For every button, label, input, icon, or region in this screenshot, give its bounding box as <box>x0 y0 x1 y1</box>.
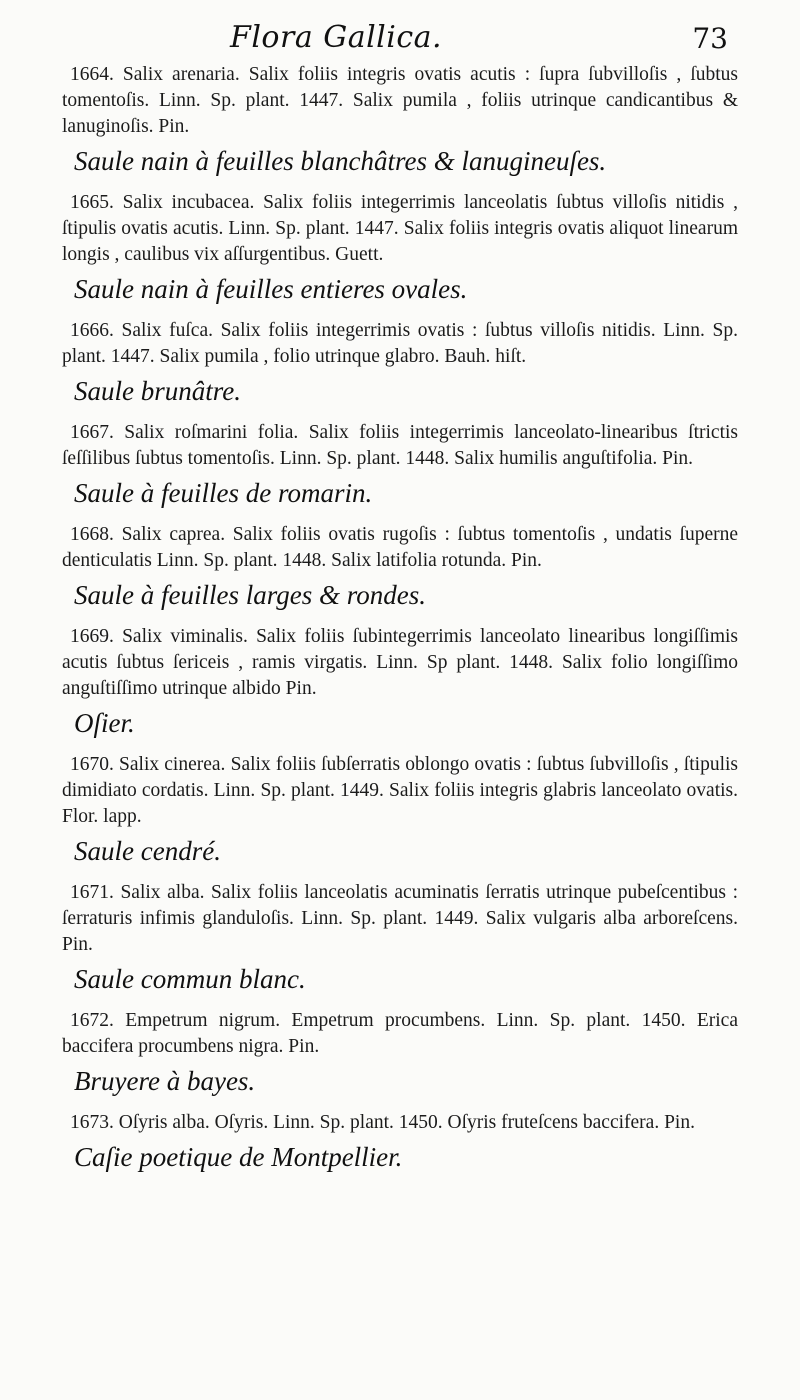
french-name: Saule cendré. <box>74 836 221 866</box>
entry-1667 <box>62 420 738 510</box>
entry-1668 <box>62 522 738 612</box>
latin-description: 1672. Empetrum nigrum. Empetrum procumbens. Linn. Sp. plant. 1450. Erica baccifera procumbens nigra. Pin. <box>62 1010 738 1057</box>
latin-description: 1671. Salix alba. Salix foliis lanceolatis acuminatis ſerratis utrinque pubeſcentibus : ſerraturis infimis glanduloſis. Linn. Sp. plant. 1449. Salix vulgaris alba arboreſcens. Pin. <box>62 882 738 955</box>
french-name: Saule commun blanc. <box>74 964 306 994</box>
page-header <box>0 20 800 60</box>
latin-description: 1669. Salix viminalis. Salix foliis ſubintegerrimis lanceolato linearibus longiſſimis acutis ſubtus ſericeis , ramis virgatis. Linn. Sp plant. 1448. Salix folio longiſſimo anguſtiſſimo utrinque albido Pin. <box>62 626 738 699</box>
entry-1664 <box>62 62 738 178</box>
entry-1672 <box>62 1008 738 1098</box>
latin-description: 1667. Salix roſmarini folia. Salix foliis integerrimis lanceolato-linearibus ſtrictis ſeſſilibus ſubtus tomentoſis. Linn. Sp. plant. 1448. Salix humilis anguſtifolia. Pin. <box>62 422 738 469</box>
entry-1666 <box>62 318 738 408</box>
latin-description: 1670. Salix cinerea. Salix foliis ſubſerratis oblongo ovatis : ſubtus ſubvilloſis , ſtipulis dimidiato cordatis. Linn. Sp. plant. 1449. Salix foliis integris glabris lanceolato ovatis. Flor. lapp. <box>62 754 738 827</box>
french-name: Oſier. <box>74 708 135 738</box>
latin-description: 1673. Oſyris alba. Oſyris. Linn. Sp. plant. 1450. Oſyris fruteſcens baccifera. Pin. <box>70 1112 695 1133</box>
entries-list <box>62 62 738 1186</box>
entry-1673 <box>62 1110 738 1174</box>
entry-1665 <box>62 190 738 306</box>
entry-1670 <box>62 752 738 868</box>
french-name: Saule nain à feuilles blanchâtres & lanugineuſes. <box>74 146 607 176</box>
entry-1669 <box>62 624 738 740</box>
latin-description: 1665. Salix incubacea. Salix foliis integerrimis lanceolatis ſubtus villoſis nitidis , ſtipulis ovatis acutis. Linn. Sp. plant. 1447. Salix foliis integris ovatis aliquot linearum longis , caulibus vix aſſurgentibus. Guett. <box>62 192 738 265</box>
running-title: Flora Gallica. <box>230 20 443 55</box>
latin-description: 1668. Salix caprea. Salix foliis ovatis rugoſis : ſubtus tomentoſis , undatis ſuperne denticulatis Linn. Sp. plant. 1448. Salix latifolia rotunda. Pin. <box>62 524 738 571</box>
french-name: Bruyere à bayes. <box>74 1066 256 1096</box>
entry-1671 <box>62 880 738 996</box>
french-name: Caſie poetique de Montpellier. <box>74 1142 403 1172</box>
french-name: Saule à feuilles larges & rondes. <box>74 580 426 610</box>
french-name: Saule nain à feuilles entieres ovales. <box>74 274 468 304</box>
french-name: Saule à feuilles de romarin. <box>74 478 373 508</box>
latin-description: 1664. Salix arenaria. Salix foliis integris ovatis acutis : ſupra ſubvilloſis , ſubtus tomentoſis. Linn. Sp. plant. 1447. Salix pumila , foliis utrinque candicantibus & lanuginoſis. Pin. <box>62 64 738 137</box>
french-name: Saule brunâtre. <box>74 376 241 406</box>
page-number: 73 <box>692 22 728 55</box>
latin-description: 1666. Salix fuſca. Salix foliis integerrimis ovatis : ſubtus villoſis nitidis. Linn. Sp. plant. 1447. Salix pumila , folio utrinque glabro. Bauh. hiſt. <box>62 320 738 367</box>
